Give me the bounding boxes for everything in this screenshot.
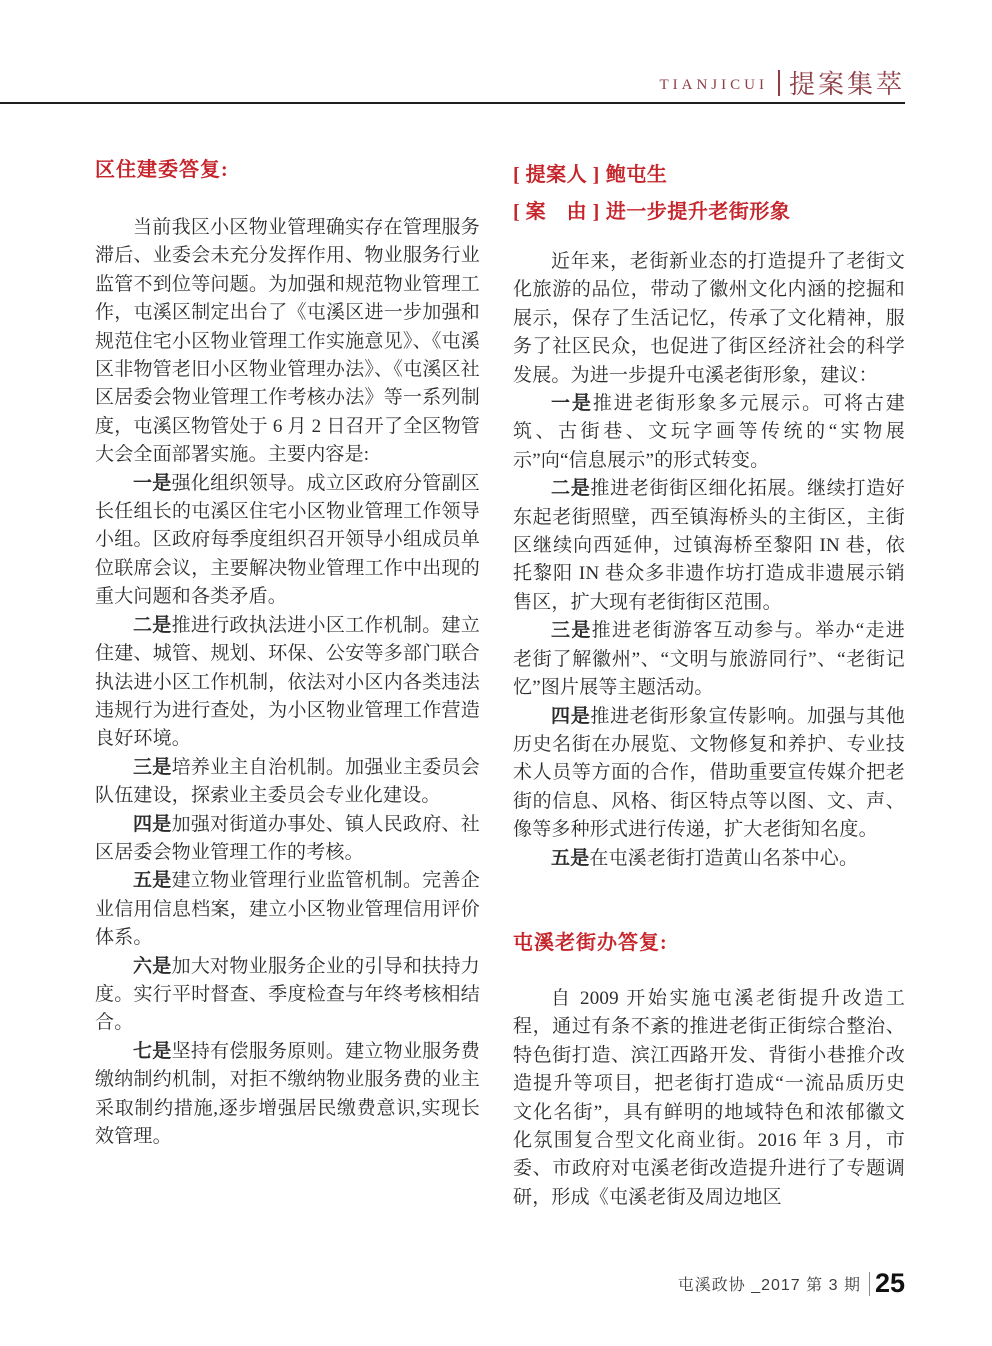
paragraph-text: 当前我区小区物业管理确实存在管理服务滞后、业委会未充分发挥作用、物业服务行业监管不到位等问题。为加强和规范物业管理工作，屯溪区制定出台了《屯溪区进一步加强和规范住宅小区物业管理工作实施意见》、《屯溪区非物管老旧小区物业管理办法》、《屯溪区社区居委会物业管理工作考核办法》等一系列制度，屯溪区物管处于 6 月 2 日召开了全区物管大会全面部署实施。主要内容是:	[95, 217, 480, 466]
paragraph-text: 在屯溪老街打造黄山名茶中心。	[589, 847, 859, 869]
paragraph-text: 自 2009 开始实施屯溪老街提升改造工程，通过有条不紊的推进老街正街综合整治、特色街打造、滨江西路开发、背街小巷推介改造提升等项目，把老街打造成“一流品质历史文化名街”，具有鲜明的地域特色和浓郁徽文化氛围复合型文化商业街。2016 年 3 月，市委、市政府对屯溪老街改造提升进行了专题调研，形成《屯溪老街及周边地区	[513, 987, 905, 1208]
paragraph	[513, 248, 905, 390]
paragraph	[513, 475, 905, 617]
paragraph	[95, 470, 480, 612]
paragraph-lead: 三是	[551, 620, 592, 642]
subject-line	[513, 194, 905, 231]
paragraph	[95, 953, 480, 1038]
paragraph-text: 培养业主自治机制。加强业主委员会队伍建设，探索业主委员会专业化建设。	[95, 756, 481, 807]
paragraph-lead: 二是	[133, 614, 172, 636]
paragraph-lead: 一是	[551, 393, 593, 415]
paragraph	[95, 867, 480, 952]
reply-heading-oldstreet: 屯溪老街办答复:	[513, 931, 668, 954]
paragraph-text: 加强对街道办事处、镇人民政府、社区居委会物业管理工作的考核。	[95, 813, 481, 863]
paragraph-lead: 四是	[551, 705, 591, 727]
paragraph-lead: 一是	[133, 472, 172, 494]
right-column	[513, 157, 905, 1212]
header-rule	[0, 102, 905, 104]
paragraph-lead: 二是	[551, 478, 591, 500]
paragraph	[95, 214, 480, 470]
paragraph	[95, 811, 480, 868]
page-number: 25	[874, 1268, 905, 1298]
page-footer	[678, 1268, 905, 1299]
paragraph-lead: 七是	[133, 1040, 172, 1062]
paragraph	[95, 612, 480, 754]
paragraph-text: 坚持有偿服务原则。建立物业服务费缴纳制约机制，对拒不缴纳物业服务费的业主采取制约措施,逐步增强居民缴费意识,实现长效管理。	[95, 1040, 481, 1147]
proposer-line	[513, 157, 905, 194]
paragraph-text: 推进老街街区细化拓展。继续打造好东起老街照壁，西至镇海桥头的主街区，主街区继续向西延伸，过镇海桥至黎阳 IN 巷，依托黎阳 IN 巷众多非遗作坊打造成非遗展示销售区，扩大现有老街街区范围。	[513, 478, 905, 613]
paragraph	[513, 617, 905, 702]
journal-issue-info: 屯溪政协 _2017 第 3 期	[677, 1277, 861, 1294]
paragraph-text: 加大对物业服务企业的引导和扶持力度。实行平时督查、季度检查与年终考核相结合。	[95, 955, 481, 1034]
masthead-divider	[778, 70, 780, 96]
paragraph-text: 强化组织领导。成立区政府分管副区长任组长的屯溪区住宅小区物业管理工作领导小组。区政府每季度组织召开领导小组成员单位联席会议，主要解决物业管理工作中出现的重大问题和各类矛盾。	[95, 472, 481, 608]
content-columns	[95, 157, 905, 1212]
paragraph-text: 推进老街形象多元展示。可将古建筑、古街巷、文玩字画等传统的“实物展示”向“信息展示”的形式转变。	[513, 393, 905, 471]
paragraph	[95, 754, 480, 811]
proposer-label: [ 提案人 ]	[513, 164, 600, 186]
paragraph	[513, 985, 905, 1212]
paragraph	[513, 845, 905, 873]
paragraph-text: 推进行政执法进小区工作机制。建立住建、城管、规划、环保、公安等多部门联合执法进小区工作机制，依法对小区内各类违法违规行为进行查处，为小区物业管理工作营造良好环境。	[95, 614, 481, 750]
section-title: 提案集萃	[788, 70, 905, 99]
paragraph	[95, 1038, 480, 1152]
paragraph-text: 推进老街形象宣传影响。加强与其他历史名街在办展览、文物修复和养护、专业技术人员等方面的合作，借助重要宣传媒介把老街的信息、风格、街区特点等以图、文、声、像等多种形式进行传递，扩大老街知名度。	[513, 705, 905, 841]
proposer-name: 鲍屯生	[605, 164, 668, 186]
left-column	[95, 157, 480, 1212]
journal-name-latin: TIANJICUI	[659, 77, 768, 93]
reply-heading-housing: 区住建委答复:	[95, 159, 229, 181]
paragraph-lead: 五是	[133, 870, 172, 892]
paragraph	[513, 390, 905, 475]
footer-divider	[869, 1272, 870, 1296]
paragraph-lead: 三是	[133, 756, 172, 778]
paragraph-text: 推进老街游客互动参与。举办“走进老街了解徽州”、“文明与旅游同行”、“老街记忆”图片展等主题活动。	[513, 620, 905, 699]
subject-title: 进一步提升老街形象	[605, 201, 791, 223]
paragraph-lead: 六是	[133, 955, 172, 977]
masthead	[0, 64, 905, 101]
paragraph-text: 建立物业管理行业监管机制。完善企业信用信息档案，建立小区物业管理信用评价体系。	[95, 870, 481, 949]
subject-label: [ 案 由 ]	[513, 201, 600, 223]
paragraph-lead: 四是	[133, 813, 172, 835]
paragraph-lead: 五是	[551, 847, 590, 869]
paragraph-text: 近年来，老街新业态的打造提升了老街文化旅游的品位，带动了徽州文化内涵的挖掘和展示，保存了生活记忆，传承了文化精神，服务了社区民众，也促进了街区经济社会的科学发展。为进一步提升屯溪老街形象，建议：	[513, 251, 905, 386]
proposal-meta	[513, 157, 905, 231]
paragraph	[513, 703, 905, 845]
